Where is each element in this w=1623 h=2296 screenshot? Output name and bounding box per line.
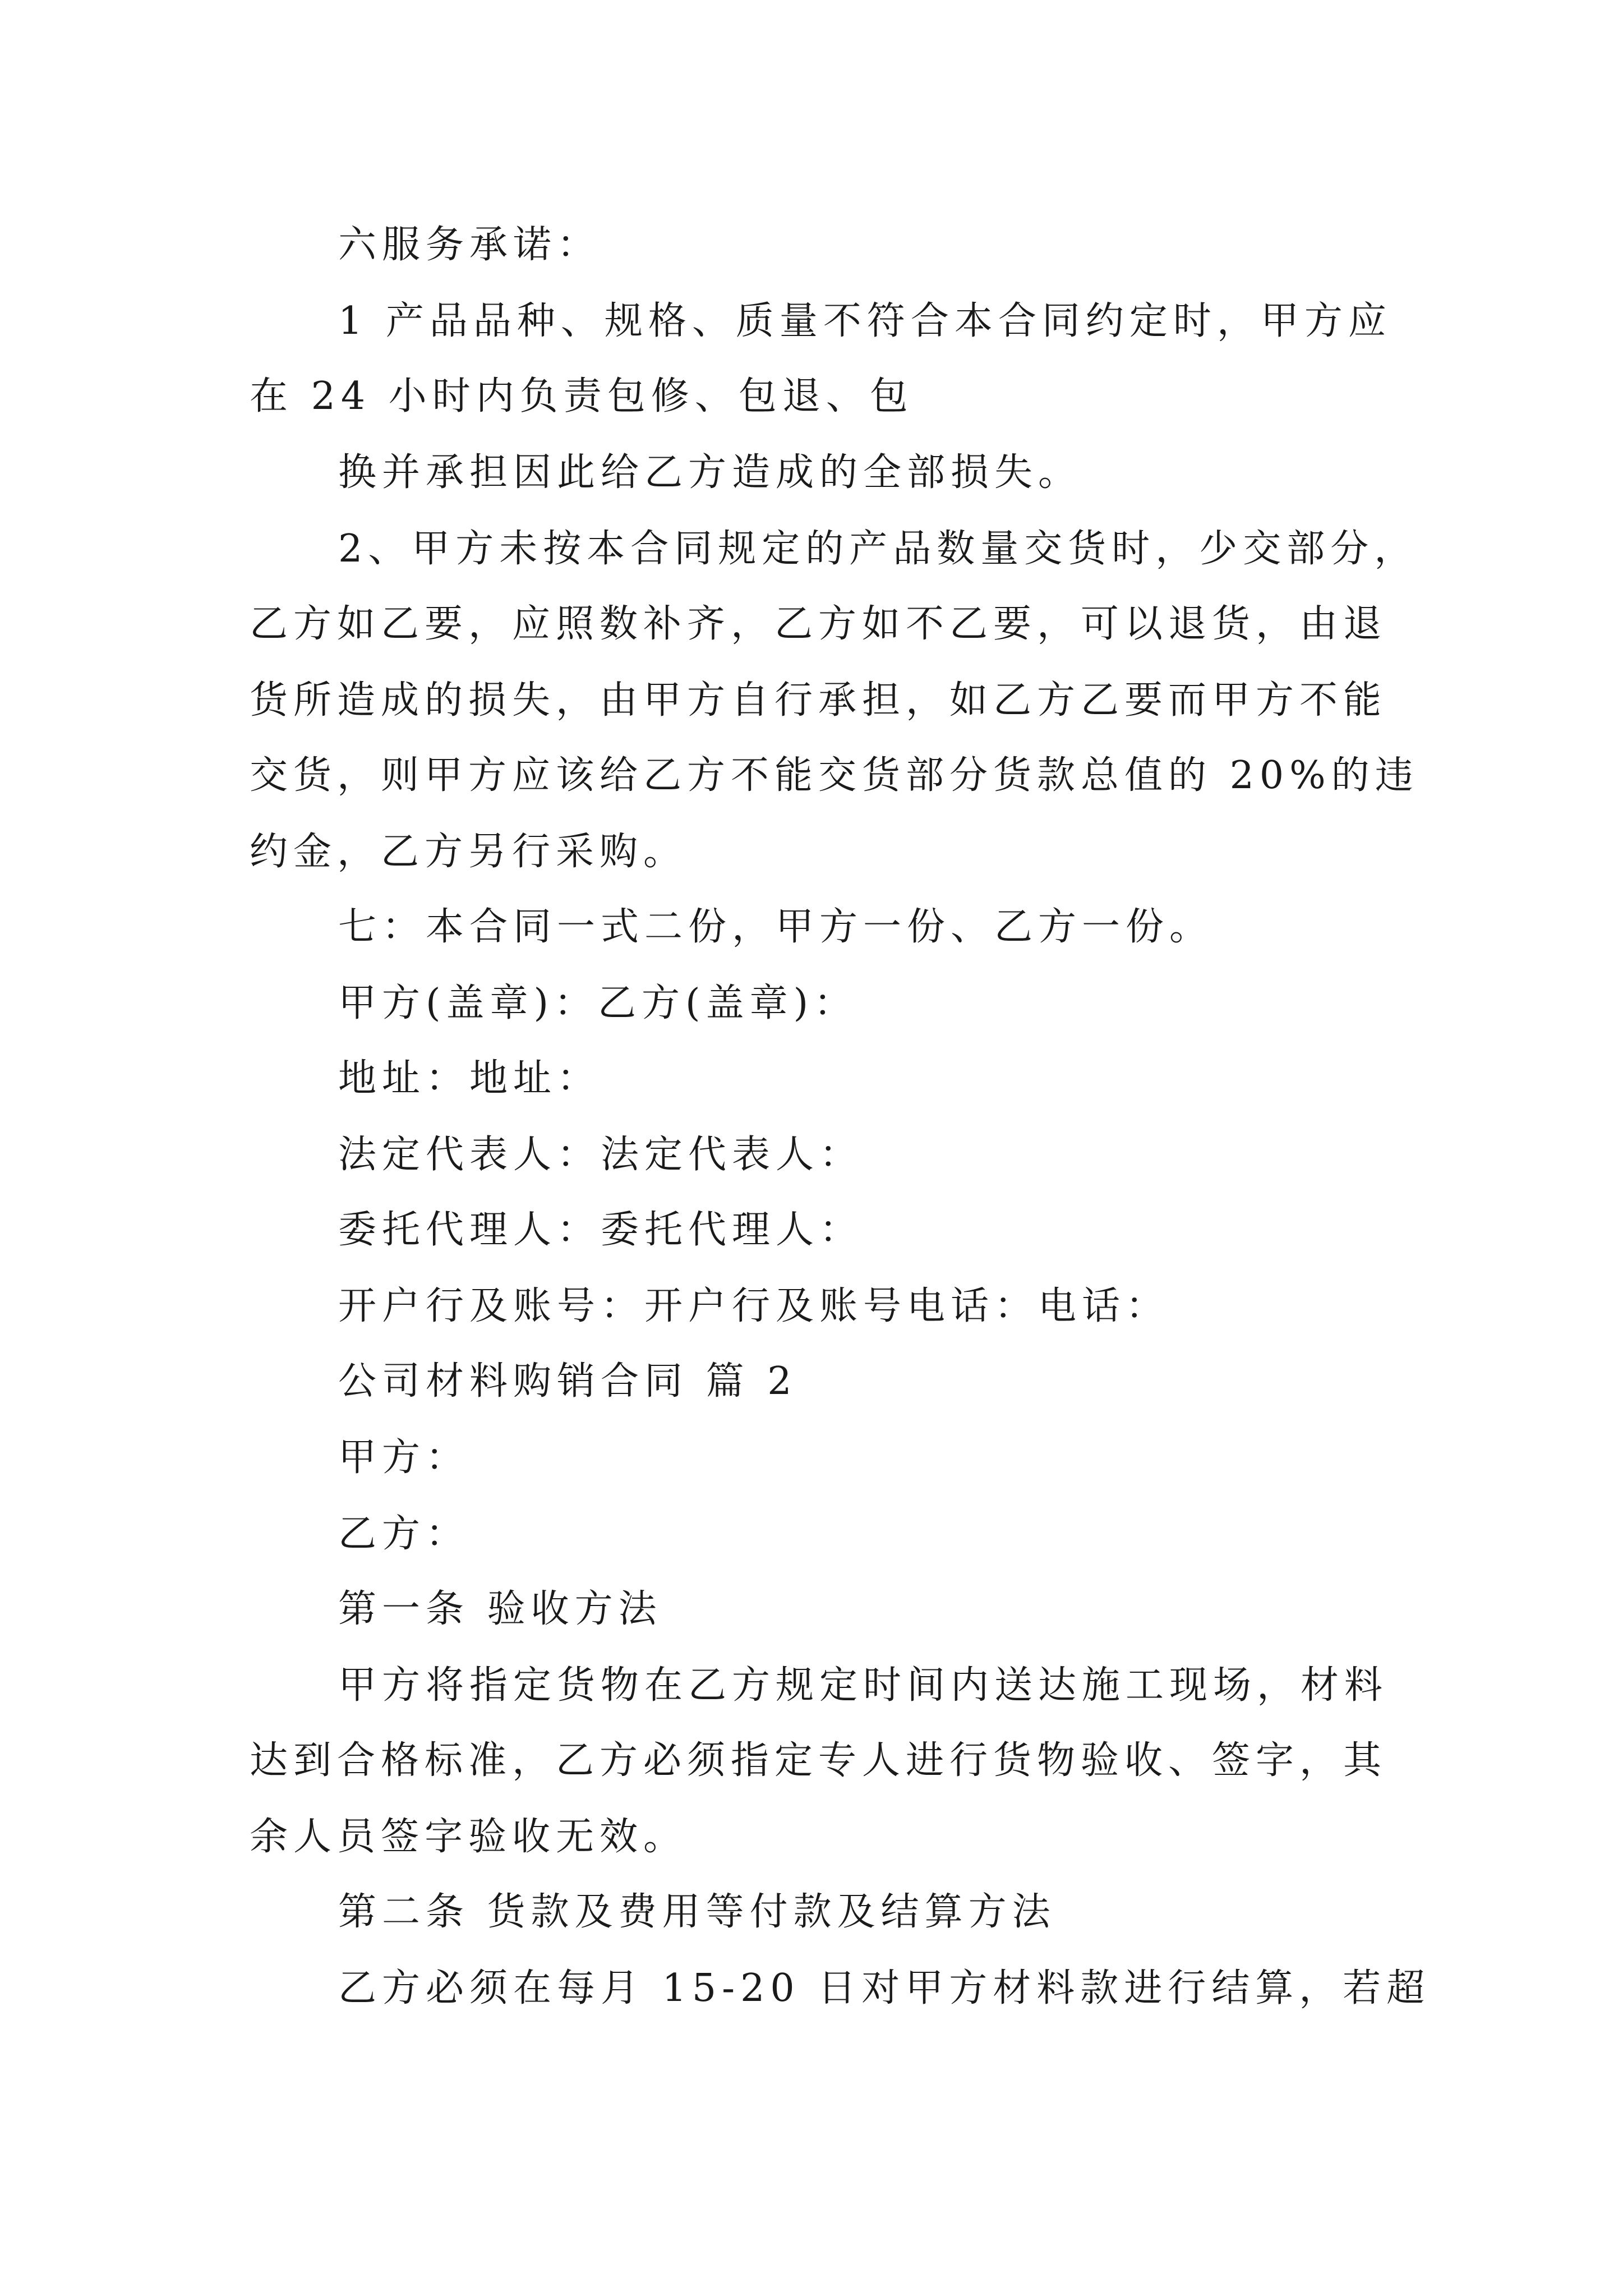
- paragraph-line: 达到合格标准，乙方必须指定专人进行货物验收、签字，其: [250, 1738, 1387, 1783]
- section-six-heading: 六服务承诺：: [338, 223, 601, 267]
- party-b-line: 乙方：: [338, 1512, 470, 1556]
- paragraph-line: 甲方将指定货物在乙方规定时间内送达施工现场，材料: [338, 1663, 1389, 1708]
- paragraph-line: 交货，则甲方应该给乙方不能交货部分货款总值的 20%的违: [250, 753, 1419, 798]
- paragraph-line: 乙方如乙要，应照数补齐，乙方如不乙要，可以退货，由退: [250, 602, 1387, 646]
- section-seven-line: 七：本合同一式二份，甲方一份、乙方一份。: [338, 905, 1214, 949]
- paragraph-line: 1 产品品种、规格、质量不符合本合同约定时，甲方应: [338, 299, 1392, 343]
- paragraph-line: 约金，乙方另行采购。: [250, 830, 688, 874]
- paragraph-line: 余人员签字验收无效。: [250, 1815, 688, 1859]
- legal-representative-line: 法定代表人：法定代表人：: [338, 1133, 864, 1177]
- bank-phone-line: 开户行及账号：开户行及账号电话：电话：: [338, 1284, 1170, 1328]
- paragraph-line: 换并承担因此给乙方造成的全部损失。: [338, 450, 1082, 495]
- paragraph-line: 2、甲方未按本合同规定的产品数量交货时，少交部分，: [338, 527, 1418, 571]
- article-two-heading: 第二条 货款及费用等付款及结算方法: [338, 1890, 1056, 1934]
- paragraph-line: 乙方必须在每月 15-20 日对甲方材料款进行结算，若超: [338, 1966, 1431, 2010]
- signature-party-line: 甲方(盖章)：乙方(盖章)：: [338, 981, 858, 1025]
- contract-title-line: 公司材料购销合同 篇 2: [338, 1359, 797, 1404]
- article-one-heading: 第一条 验收方法: [338, 1587, 662, 1631]
- party-a-line: 甲方：: [338, 1435, 470, 1480]
- paragraph-line: 货所造成的损失，由甲方自行承担，如乙方乙要而甲方不能: [250, 678, 1387, 723]
- paragraph-line: 在 24 小时内负责包修、包退、包: [250, 374, 914, 418]
- address-line: 地址：地址：: [338, 1056, 601, 1101]
- agent-line: 委托代理人：委托代理人：: [338, 1208, 864, 1252]
